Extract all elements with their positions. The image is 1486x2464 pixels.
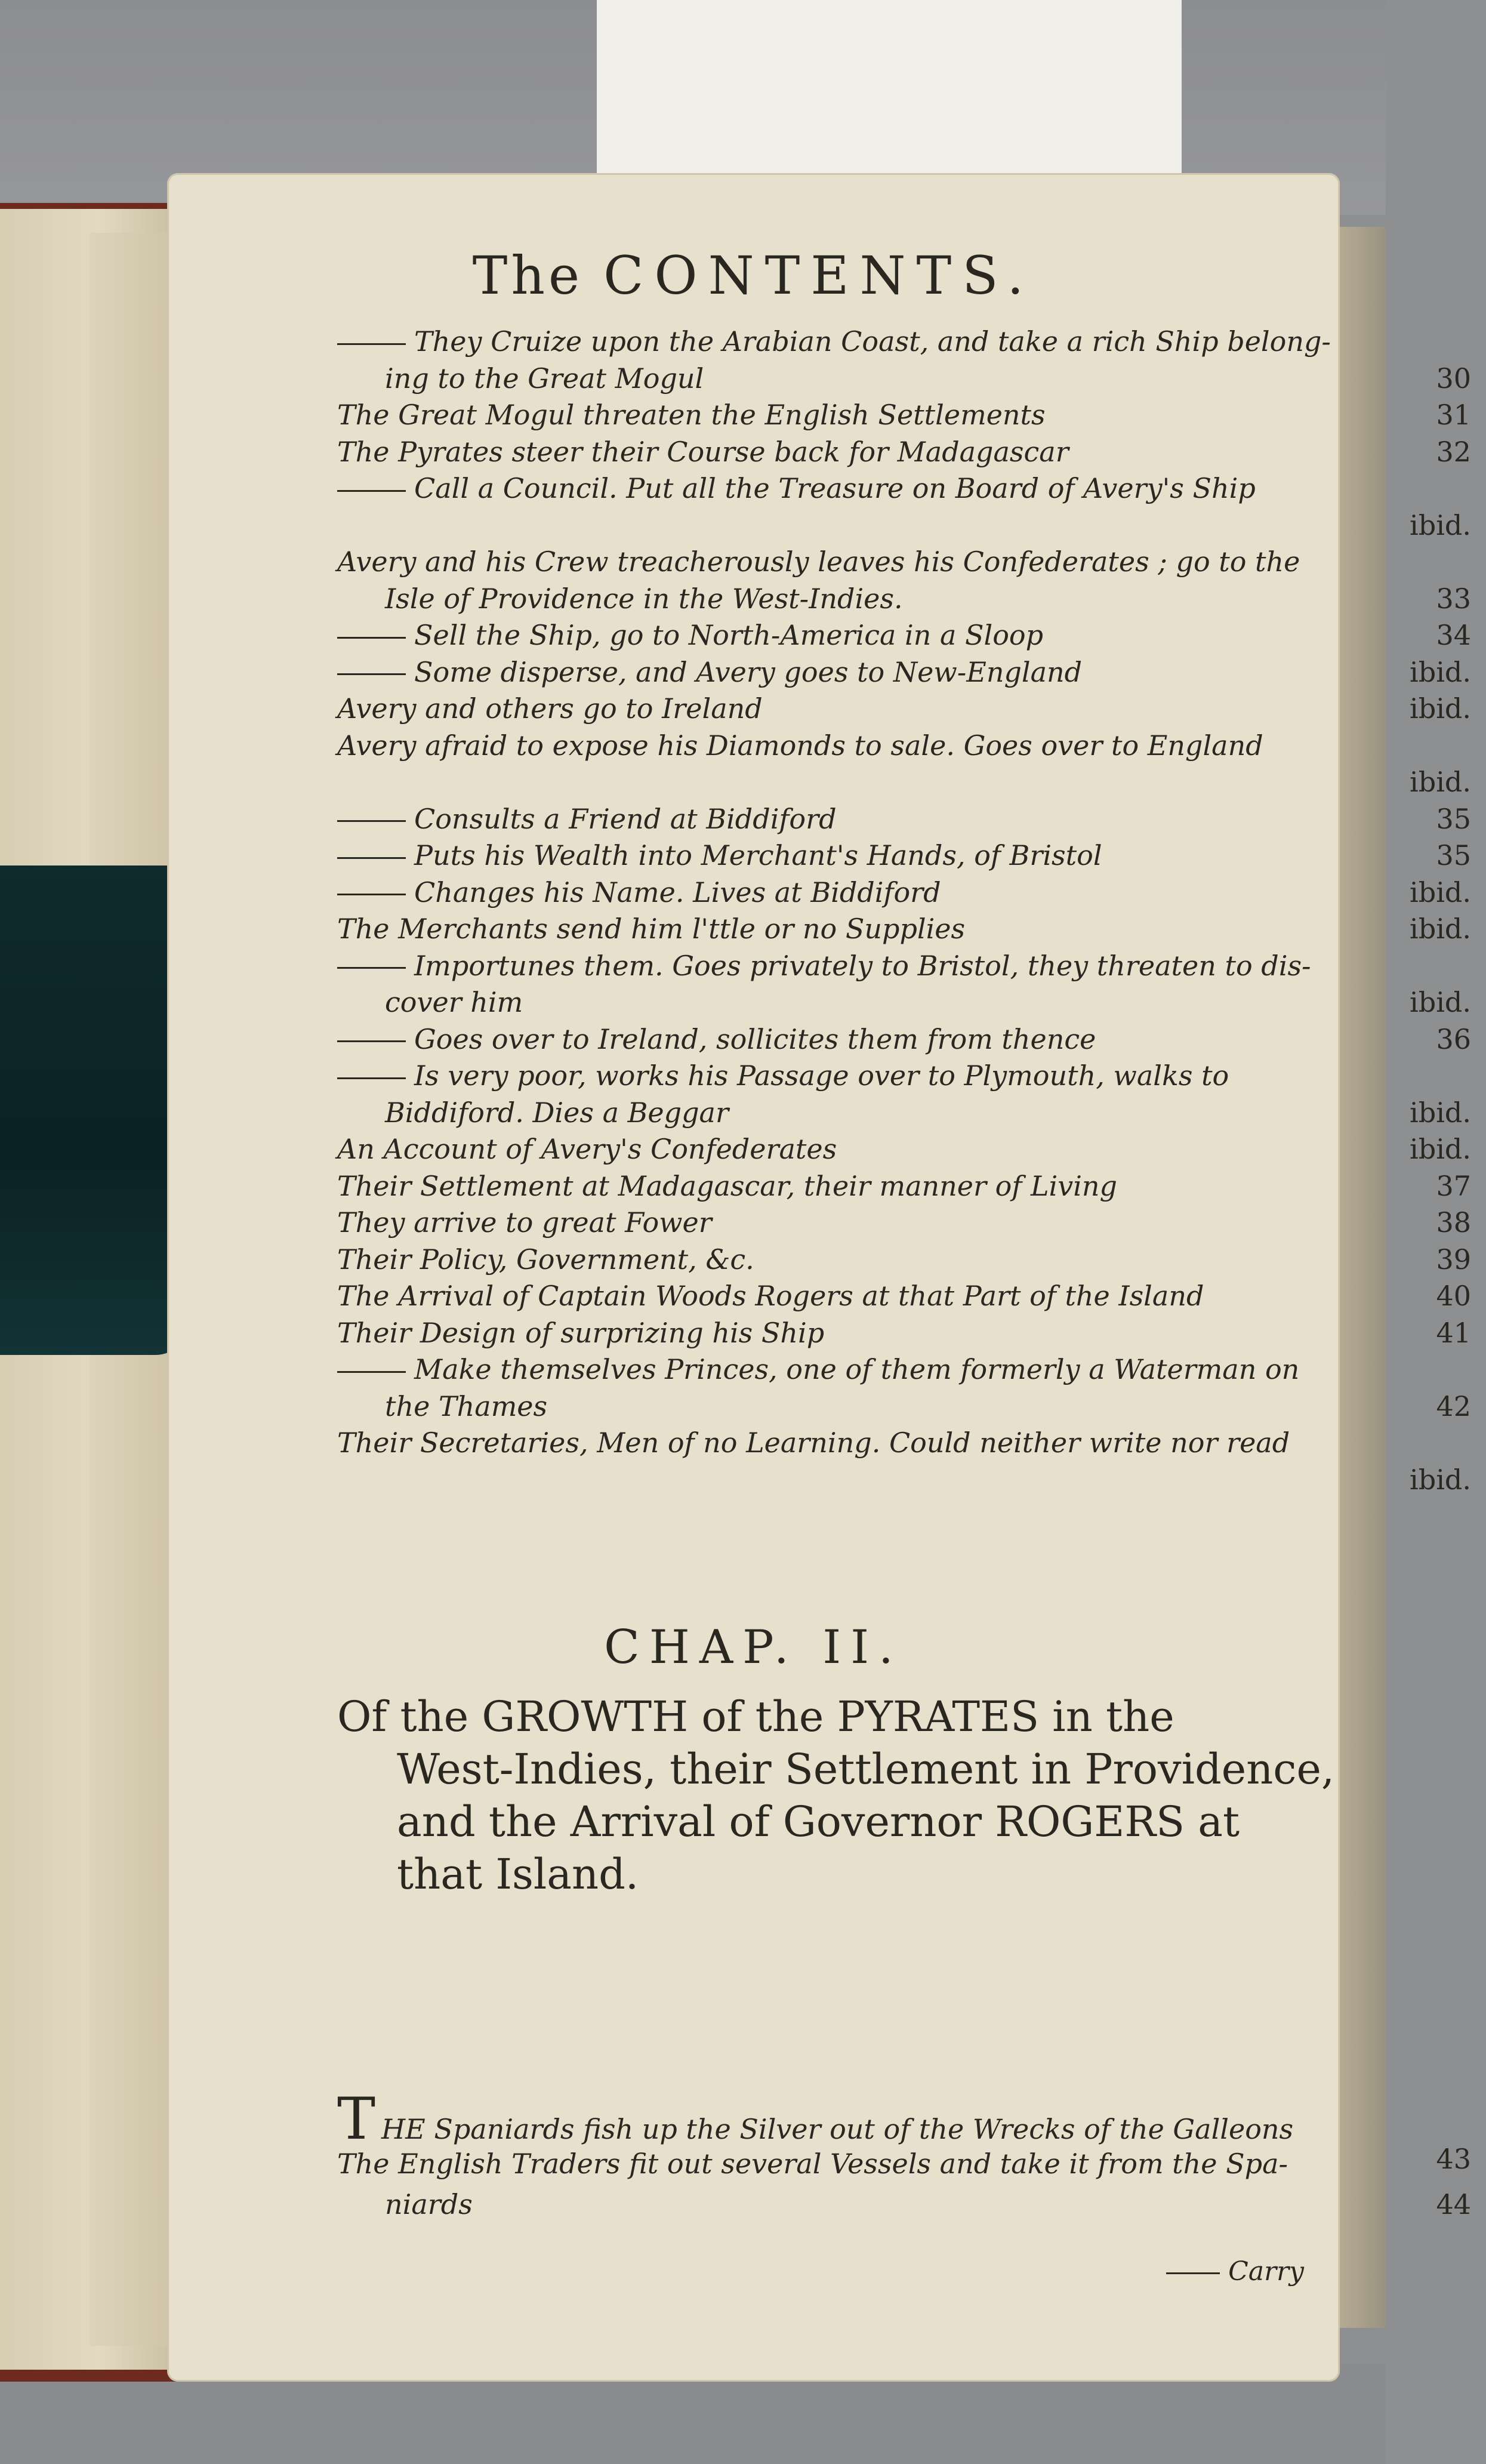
entry-page-number: ibid. — [1410, 766, 1471, 798]
dash-rule — [337, 343, 406, 345]
entry-text: They Cruize upon the Arabian Coast, and take a rich Ship belong- — [414, 325, 1331, 358]
contents-entry — [337, 876, 1471, 908]
entry-page-number: 35 — [1436, 839, 1471, 871]
contents-entry — [337, 1170, 1471, 1202]
catchword — [1166, 2256, 1304, 2287]
entry-text: An Account of Avery's Confederates — [337, 1133, 837, 1165]
contents-entry — [337, 1390, 1471, 1422]
heading-main: CONTENTS. — [603, 245, 1035, 306]
entry-text: Puts his Wealth into Merchant's Hands, of Bristol — [414, 839, 1102, 871]
bookmark-ribbon — [0, 866, 191, 1355]
entry-page-number: ibid. — [1410, 1463, 1471, 1496]
entry-page-number: 36 — [1436, 1022, 1471, 1055]
drop-cap: T — [337, 2086, 376, 2152]
dash-rule — [337, 637, 406, 639]
entry-text: Avery afraid to expose his Diamonds to sale. Goes over to England — [337, 729, 1263, 762]
contents-entry — [337, 1243, 1471, 1276]
entry-text: cover him — [385, 986, 523, 1018]
entry-text: The Pyrates steer their Course back for Madagascar — [337, 435, 1069, 468]
dash-rule — [337, 1077, 406, 1079]
entry-text: ing to the Great Mogul — [385, 362, 704, 395]
entry-text: Call a Council. Put all the Treasure on Board of Avery's Ship — [414, 472, 1256, 504]
contents-entry — [337, 803, 1471, 835]
dash-rule — [337, 1040, 406, 1042]
entry-page-number: ibid. — [1410, 655, 1471, 688]
entry-page-number: 38 — [1436, 1206, 1471, 1239]
dash-rule — [337, 857, 406, 859]
entry-text: Make themselves Princes, one of them formerly a Waterman on — [414, 1353, 1300, 1385]
entry-text: Avery and his Crew treacherously leaves his Confederates ; go to the — [337, 546, 1300, 578]
entry-text: the Thames — [385, 1390, 548, 1422]
entry-page-number: 32 — [1436, 435, 1471, 468]
chapter-title-line: that Island. — [397, 1850, 639, 1899]
dash-rule — [337, 894, 406, 895]
entry-page-number: 40 — [1436, 1280, 1471, 1312]
entry-page-number: ibid. — [1410, 913, 1471, 945]
entry-text: Isle of Providence in the West-Indies. — [385, 582, 903, 615]
entry-text: Their Design of surprizing his Ship — [337, 1316, 825, 1349]
chapter-entry — [337, 2148, 1471, 2180]
entry-page-number: 34 — [1436, 619, 1471, 651]
contents-entry — [337, 1280, 1471, 1312]
chapter-title-line: West-Indies, their Settlement in Providence, — [397, 1745, 1335, 1794]
entry-text: Consults a Friend at Biddiford — [414, 802, 837, 835]
entry-text: The Great Mogul threaten the English Settlements — [337, 399, 1046, 431]
contents-entry — [337, 1317, 1471, 1349]
entry-text: Avery and others go to Ireland — [337, 692, 763, 725]
entry-text: They arrive to great Fower — [337, 1206, 712, 1239]
entry-page-number: ibid. — [1410, 1133, 1471, 1165]
entry-text: The Merchants send him l'ttle or no Supplies — [337, 913, 966, 945]
entry-page-number: 39 — [1436, 1243, 1471, 1276]
entry-page-number: ibid. — [1410, 692, 1471, 725]
chapter-title-line: Of the GROWTH of the PYRATES in the — [337, 1692, 1174, 1741]
right-page-edge — [1337, 227, 1386, 2328]
contents-entry — [337, 546, 1471, 578]
contents-entry — [337, 472, 1471, 504]
heading-pre: The — [472, 245, 584, 306]
contents-entry — [337, 619, 1471, 651]
entry-page-number: 30 — [1436, 362, 1471, 395]
entry-page-number: 41 — [1436, 1316, 1471, 1349]
contents-entry — [337, 1206, 1471, 1239]
entry-text: Sell the Ship, go to North-America in a Sloop — [414, 619, 1044, 651]
contents-entry — [337, 1133, 1471, 1165]
contents-entry — [337, 913, 1471, 945]
entry-text: HE Spaniards fish up the Silver out of the Wrecks of the Galleons — [381, 2113, 1294, 2145]
contents-entry — [337, 692, 1471, 725]
paper-slip — [597, 0, 1182, 173]
entry-text: Their Secretaries, Men of no Learning. Could neither write nor read — [337, 1427, 1290, 1459]
entry-text: The English Traders fit out several Vessels and take it from the Spa- — [337, 2148, 1288, 2180]
contents-entry — [337, 1023, 1471, 1055]
dash-rule — [337, 820, 406, 822]
contents-entry — [337, 656, 1471, 688]
entry-text: niards — [385, 2188, 473, 2220]
contents-entry — [337, 729, 1471, 762]
contents-entry — [337, 1097, 1471, 1129]
contents-entry — [337, 950, 1471, 982]
contents-page — [167, 173, 1471, 2382]
entry-page-number: 31 — [1436, 399, 1471, 431]
entry-page-number: 37 — [1436, 1169, 1471, 1202]
contents-entry — [337, 362, 1471, 395]
entry-page-number: 33 — [1436, 582, 1471, 615]
entry-text: Their Policy, Government, &c. — [337, 1243, 754, 1276]
contents-entry — [337, 986, 1471, 1018]
chapter-title-line: and the Arrival of Governor ROGERS at — [397, 1797, 1240, 1846]
entry-text: Some disperse, and Avery goes to New-England — [414, 655, 1083, 688]
entry-text: Their Settlement at Madagascar, their manner of Living — [337, 1169, 1118, 1202]
contents-entry — [337, 1353, 1471, 1385]
entry-page-number: 44 — [1436, 2188, 1471, 2220]
dash-rule — [337, 967, 406, 969]
contents-entry — [337, 325, 1471, 358]
entry-text: Is very poor, works his Passage over to Plymouth, walks to — [414, 1059, 1229, 1092]
entry-text: Biddiford. Dies a Beggar — [385, 1096, 729, 1129]
entry-page-number: 35 — [1436, 802, 1471, 835]
contents-entry — [337, 436, 1471, 468]
contents-entry — [337, 839, 1471, 871]
dash-rule — [337, 1371, 406, 1373]
entry-text: Importunes them. Goes privately to Bristol, they threaten to dis- — [414, 949, 1311, 982]
dash-rule — [337, 490, 406, 492]
entry-page-number: ibid. — [1410, 876, 1471, 908]
entry-page-number: 42 — [1436, 1390, 1471, 1422]
contents-entry — [337, 583, 1471, 615]
contents-entry — [337, 399, 1471, 431]
entry-page-number: ibid. — [1410, 986, 1471, 1018]
page-heading — [167, 245, 1340, 306]
contents-entry — [337, 1427, 1471, 1459]
entry-page-number: ibid. — [1410, 509, 1471, 541]
dash-rule — [337, 673, 406, 675]
catchword-text: Carry — [1228, 2256, 1304, 2287]
contents-entry — [337, 1059, 1471, 1092]
entry-page-number: 43 — [1436, 2143, 1471, 2175]
entry-text: Changes his Name. Lives at Biddiford — [414, 876, 941, 908]
entry-page-number: ibid. — [1410, 1096, 1471, 1129]
chapter-entry — [337, 2188, 1471, 2220]
entry-text: Goes over to Ireland, sollicites them from thence — [414, 1022, 1096, 1055]
chapter-label: CHAP. II. — [604, 1621, 903, 1674]
entry-text: The Arrival of Captain Woods Rogers at that Part of the Island — [337, 1280, 1204, 1312]
